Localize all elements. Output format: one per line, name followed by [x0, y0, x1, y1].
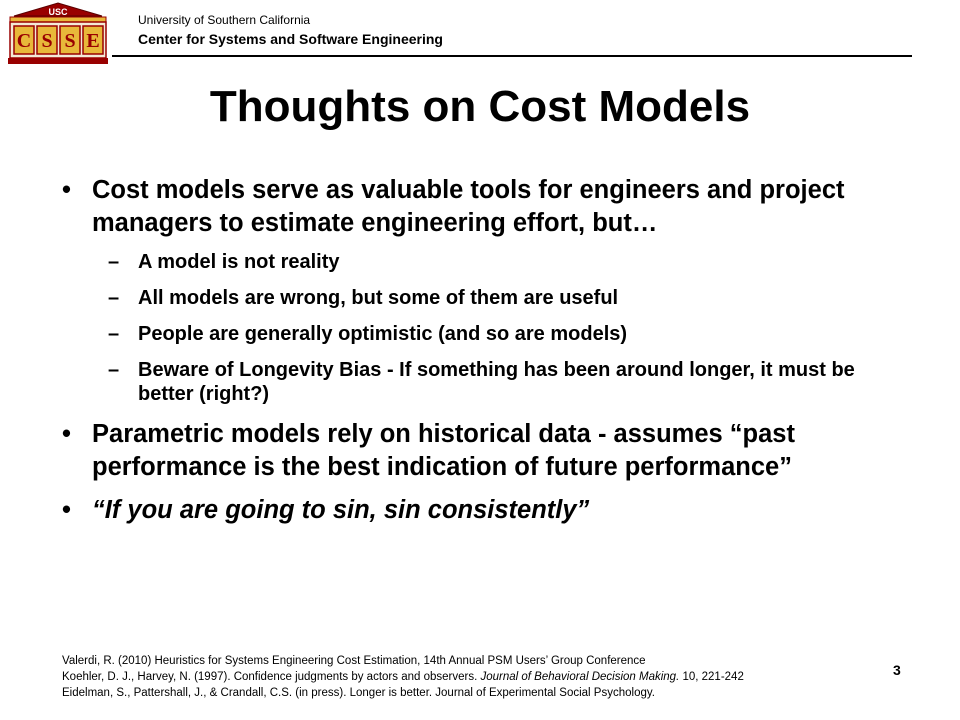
- sub-bullet-text: People are generally optimistic (and so are models): [138, 323, 628, 345]
- logo-base: [8, 58, 108, 64]
- reference-eidelman: Eidelman, S., Pattershall, J., & Crandall, C.S. (in press). Longer is better. Journal of Experimental Social Psychology.: [62, 687, 655, 699]
- csse-logo-graphic: [6, 2, 110, 66]
- bullet-cost-models: [62, 174, 912, 240]
- reference-koehler: [62, 669, 882, 685]
- bullet-text: Cost models serve as valuable tools for engineers and project managers to estimate engineering effort, but…: [92, 176, 845, 237]
- logo-letter: E: [86, 30, 100, 52]
- sub-bullet-model-not-reality: [62, 250, 912, 274]
- bullet-text: Parametric models rely on historical data - assumes “past performance is the best indication of future performance”: [92, 420, 795, 481]
- bullet-sin-consistently: [62, 494, 912, 527]
- university-name: University of Southern California: [138, 13, 311, 27]
- reference-text: 10, 221-242: [679, 671, 744, 683]
- logo-letter: S: [64, 30, 76, 52]
- sub-bullet-longevity-bias: [62, 358, 912, 406]
- dash-marker: –: [108, 359, 120, 381]
- dash-marker: –: [108, 287, 120, 309]
- references: [62, 653, 882, 701]
- page-number: 3: [893, 662, 901, 678]
- logo-letter: S: [41, 30, 53, 52]
- dash-marker: –: [108, 323, 120, 345]
- slide-body: [62, 174, 912, 537]
- sub-bullet-models-wrong: [62, 286, 912, 310]
- reference-journal: Journal of Behavioral Decision Making.: [480, 671, 680, 683]
- sub-bullet-text: A model is not reality: [138, 251, 340, 273]
- bullet-parametric-models: [62, 418, 912, 484]
- slide-header: [138, 12, 443, 50]
- sub-bullet-text: Beware of Longevity Bias - If something has been around longer, it must be better (right?): [138, 359, 855, 405]
- reference-valerdi: Valerdi, R. (2010) Heuristics for Systems Engineering Cost Estimation, 14th Annual PSM Users’ Group Conference: [62, 655, 646, 667]
- reference-text: Koehler, D. J., Harvey, N. (1997). Confidence judgments by actors and observers.: [62, 671, 481, 683]
- header-divider: [112, 55, 912, 57]
- bullet-marker: •: [62, 420, 71, 448]
- logo-letter: C: [16, 30, 32, 52]
- sub-bullet-optimistic: [62, 322, 912, 346]
- center-name: Center for Systems and Software Engineering: [138, 31, 443, 47]
- slide-title: Thoughts on Cost Models: [209, 82, 751, 131]
- csse-logo: [6, 2, 110, 66]
- bullet-text: “If you are going to sin, sin consistently”: [92, 496, 590, 524]
- sub-bullet-text: All models are wrong, but some of them are useful: [138, 287, 619, 309]
- bullet-marker: •: [62, 496, 71, 524]
- dash-marker: –: [108, 251, 120, 273]
- logo-usc-text: USC: [48, 7, 68, 17]
- bullet-marker: •: [62, 176, 71, 204]
